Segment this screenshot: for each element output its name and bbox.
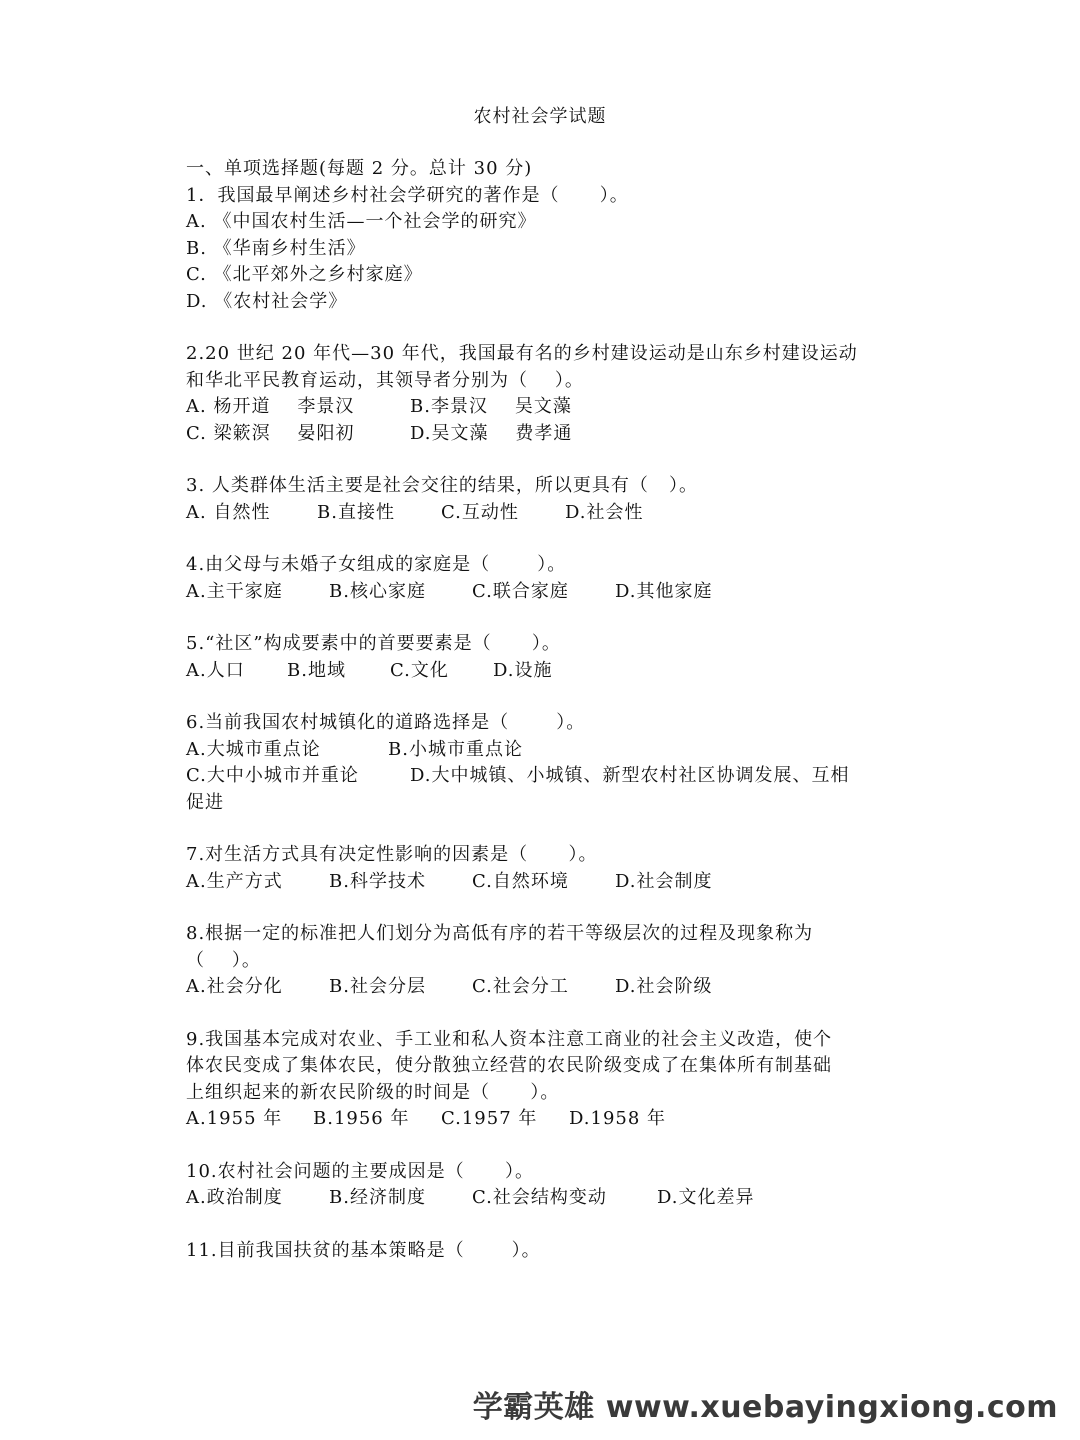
option-c: C.文化: [390, 659, 449, 681]
option-b: B.1956 年: [313, 1108, 410, 1129]
question-stem: 10.农村社会问题的主要成因是（ ）。: [186, 1160, 534, 1182]
option-c: C.互动性: [441, 501, 519, 523]
question-stem: 体农民变成了集体农民，使分散独立经营的农民阶级变成了在集体所有制基础: [186, 1055, 832, 1076]
question-stem: 7.对生活方式具有决定性影响的因素是（ ）。: [186, 844, 598, 865]
question-stem: 上组织起来的新农民阶级的时间是（ ）。: [186, 1081, 560, 1103]
option-row: [186, 869, 906, 896]
question-8: [186, 921, 906, 1001]
option-row: [186, 394, 906, 421]
option-b: B. 《华南乡村生活》: [186, 237, 366, 259]
question-10: [186, 1159, 906, 1212]
question-stem: 2.20 世纪 20 年代—30 年代，我国最有名的乡村建设运动是山东乡村建设运动: [186, 343, 858, 364]
question-5: [186, 631, 906, 684]
option-c: C.大中小城市并重论: [186, 765, 359, 786]
option-c: C. 《北平郊外之乡村家庭》: [186, 264, 423, 285]
option-row: [186, 1185, 906, 1212]
option-d: D.吴文藻 费孝通: [410, 422, 573, 444]
option-d: D.社会制度: [615, 870, 713, 892]
question-stem: 3. 人类群体生活主要是社会交往的结果，所以更具有（ ）。: [186, 475, 699, 496]
option-a: A.生产方式: [186, 870, 283, 892]
option-a: A.人口: [186, 659, 245, 681]
question-7: [186, 842, 906, 895]
question-11: [186, 1238, 906, 1265]
question-9: [186, 1027, 906, 1133]
option-b: B.科学技术: [329, 870, 426, 892]
option-c: C. 梁簌溟 晏阳初: [186, 422, 355, 444]
option-d: D. 《农村社会学》: [186, 290, 348, 312]
question-stem: 5.“社区”构成要素中的首要要素是（ ）。: [186, 633, 561, 654]
option-row: [186, 763, 906, 790]
question-2: [186, 341, 906, 447]
question-stem: 11.目前我国扶贫的基本策略是（ ）。: [186, 1239, 541, 1261]
option-d-continued: 促进: [186, 791, 224, 813]
option-b: B.小城市重点论: [388, 738, 523, 760]
option-c: C.社会分工: [472, 976, 569, 997]
option-d: D.社会性: [565, 501, 644, 523]
option-c: C.联合家庭: [472, 580, 569, 602]
option-a: A.大城市重点论: [186, 738, 321, 760]
option-c: C.1957 年: [441, 1108, 538, 1129]
question-stem: 9.我国基本完成对农业、手工业和私人资本注意工商业的社会主义改造，使个: [186, 1028, 833, 1050]
question-stem: （ ）。: [186, 949, 261, 971]
option-row: [186, 1106, 906, 1133]
exam-content: [186, 156, 906, 1264]
site-watermark: 学霸英雄 www.xuebayingxiong.com: [472, 1390, 1058, 1425]
option-row: [186, 974, 906, 1001]
question-stem: 和华北平民教育运动，其领导者分别为（ ）。: [186, 369, 584, 391]
page-title: 农村社会学试题: [473, 106, 607, 127]
option-row: [186, 500, 906, 527]
option-b: B.经济制度: [329, 1187, 426, 1208]
option-a: A. 自然性: [186, 501, 271, 523]
option-d: D.设施: [493, 659, 553, 681]
option-row: [186, 658, 906, 685]
option-b: B.社会分层: [329, 976, 426, 997]
option-row: [186, 421, 906, 448]
option-a: A.政治制度: [186, 1187, 283, 1208]
option-row: [186, 579, 906, 606]
option-c: C.社会结构变动: [472, 1187, 607, 1208]
option-c: C.自然环境: [472, 870, 569, 892]
question-6: [186, 710, 906, 816]
option-b: B.核心家庭: [329, 580, 426, 602]
option-b: B.直接性: [317, 501, 395, 523]
option-d: D.其他家庭: [615, 580, 713, 602]
question-4: [186, 552, 906, 605]
option-row: [186, 737, 906, 764]
question-stem: 8.根据一定的标准把人们划分为高低有序的若干等级层次的过程及现象称为: [186, 923, 814, 944]
option-d: D.大中城镇、小城镇、新型农村社区协调发展、互相: [410, 765, 850, 786]
option-a: A.主干家庭: [186, 580, 283, 602]
option-d: D.1958 年: [569, 1108, 667, 1129]
question-stem: 1．我国最早阐述乡村社会学研究的著作是（ ）。: [186, 184, 629, 206]
option-a: A. 杨开道 李景汉: [186, 396, 355, 417]
question-1: [186, 183, 906, 316]
option-b: B.地域: [287, 659, 346, 681]
question-3: [186, 473, 906, 526]
option-b: B.李景汉 吴文藻: [410, 396, 572, 417]
option-a: A.社会分化: [186, 976, 283, 997]
option-a: A. 《中国农村生活—一个社会学的研究》: [186, 211, 537, 232]
option-d: D.社会阶级: [615, 976, 713, 997]
question-stem: 4.由父母与未婚子女组成的家庭是（ ）。: [186, 554, 567, 575]
option-d: D.文化差异: [657, 1187, 755, 1208]
question-stem: 6.当前我国农村城镇化的道路选择是（ ）。: [186, 712, 586, 733]
section-header: 一、单项选择题(每题 2 分。总计 30 分): [186, 158, 533, 179]
option-a: A.1955 年: [186, 1108, 283, 1129]
